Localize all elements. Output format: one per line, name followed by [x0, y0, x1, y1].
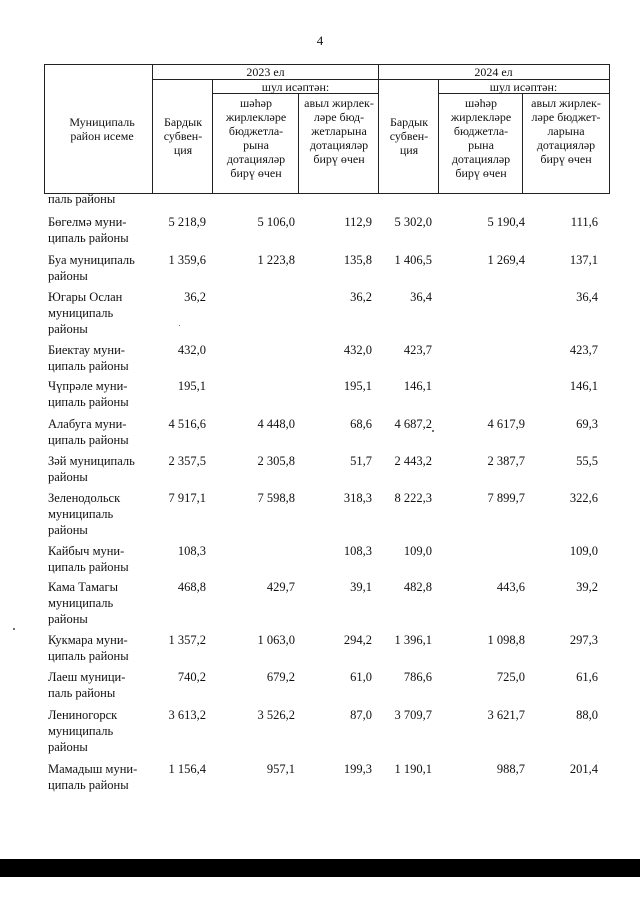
total-2023: 108,3 [177, 544, 206, 558]
rural-2024: 61,6 [576, 670, 598, 684]
header-rural-2024: авыл жирлек-ләре бюджет-ларына дотацияләр бирү өчен [531, 96, 601, 166]
urban-2024: 5 190,4 [487, 215, 525, 229]
urban-2024: 443,6 [496, 580, 525, 594]
rural-2024: 109,0 [569, 544, 598, 558]
rural-2023: 318,3 [343, 491, 372, 505]
rural-2024: 36,4 [576, 290, 598, 304]
total-2024: 109,0 [403, 544, 432, 558]
total-2023: 4 516,6 [168, 417, 206, 431]
municipality-name: Кама Тамагы муниципаль районы [48, 580, 118, 626]
municipality-name: Зәй муниципаль районы [48, 454, 135, 484]
municipality-name: Лениногорск муниципаль районы [48, 708, 118, 754]
header-vline-5 [438, 79, 439, 193]
rural-2023: 294,2 [343, 633, 372, 647]
rural-2024: 322,6 [569, 491, 598, 505]
total-2023: 1 156,4 [168, 762, 206, 776]
scan-speck [432, 430, 434, 432]
rural-2023: 39,1 [350, 580, 372, 594]
header-rural-2023: авыл жирлек-ләре бюд-жетларына дотацияләр бирү өчен [304, 96, 374, 166]
urban-2024: 725,0 [496, 670, 525, 684]
rural-2023: 87,0 [350, 708, 372, 722]
total-2023: 432,0 [177, 343, 206, 357]
rural-2023: 36,2 [350, 290, 372, 304]
municipality-name: Лаеш муници-паль районы [48, 670, 126, 700]
rural-2024: 69,3 [576, 417, 598, 431]
rural-2024: 137,1 [569, 253, 598, 267]
urban-2023: 5 106,0 [257, 215, 295, 229]
total-2023: 195,1 [177, 379, 206, 393]
total-2024: 8 222,3 [394, 491, 432, 505]
header-vline-1 [152, 64, 153, 193]
municipality-name: Бөгелмә муни-ципаль районы [48, 215, 129, 245]
municipality-name: Кукмара муни-ципаль районы [48, 633, 129, 663]
urban-2023: 4 448,0 [257, 417, 295, 431]
municipality-name: Биектау муни-ципаль районы [48, 343, 129, 373]
rural-2024: 423,7 [569, 343, 598, 357]
municipality-name: Зеленодольск муниципаль районы [48, 491, 121, 537]
urban-2024: 4 617,9 [487, 417, 525, 431]
total-2024: 36,4 [410, 290, 432, 304]
total-2023: 2 357,5 [168, 454, 206, 468]
header-urban-2023: шәһәр жирлекләре бюджетла-рына дотацияләр бирү өчен [225, 96, 287, 180]
header-year-2024: 2024 ел [474, 65, 513, 79]
total-2023: 36,2 [184, 290, 206, 304]
urban-2023: 3 526,2 [257, 708, 295, 722]
urban-2023: 679,2 [266, 670, 295, 684]
header-total-2023: Бардык субвен-ция [163, 115, 203, 157]
rural-2024: 201,4 [569, 762, 598, 776]
page-number: 4 [316, 33, 324, 48]
municipality-name: Чүпрәле муни-ципаль районы [48, 379, 129, 409]
total-2023: 7 917,1 [168, 491, 206, 505]
rural-2024: 111,6 [570, 215, 598, 229]
rural-2023: 108,3 [343, 544, 372, 558]
urban-2024: 7 899,7 [487, 491, 525, 505]
total-2024: 2 443,2 [394, 454, 432, 468]
urban-2023: 1 063,0 [257, 633, 295, 647]
total-2023: 3 613,2 [168, 708, 206, 722]
urban-2024: 2 387,7 [487, 454, 525, 468]
total-2024: 423,7 [403, 343, 432, 357]
urban-2024: 1 269,4 [487, 253, 525, 267]
total-2024: 3 709,7 [394, 708, 432, 722]
total-2024: 4 687,2 [394, 417, 432, 431]
rural-2023: 51,7 [350, 454, 372, 468]
header-including-2023: шул исәптән: [261, 80, 330, 94]
total-2024: 5 302,0 [394, 215, 432, 229]
municipality-name: Мамадыш муни-ципаль районы [48, 762, 138, 792]
header-municipality: Муниципаль район исеме [69, 115, 135, 143]
municipality-name: Алабуга муни-ципаль районы [48, 417, 129, 447]
total-2024: 146,1 [403, 379, 432, 393]
urban-2023: 1 223,8 [257, 253, 295, 267]
rural-2023: 68,6 [350, 417, 372, 431]
header-vline-3 [298, 93, 299, 193]
rural-2024: 88,0 [576, 708, 598, 722]
total-2023: 1 359,6 [168, 253, 206, 267]
rural-2023: 61,0 [350, 670, 372, 684]
urban-2024: 1 098,8 [487, 633, 525, 647]
total-2024: 1 190,1 [394, 762, 432, 776]
rural-2024: 146,1 [569, 379, 598, 393]
scan-speck [13, 628, 15, 630]
municipality-name: Югары Ослан муниципаль районы [48, 290, 123, 336]
header-year-2023: 2023 ел [246, 65, 285, 79]
urban-2024: 988,7 [496, 762, 525, 776]
rural-2023: 195,1 [343, 379, 372, 393]
total-2023: 468,8 [177, 580, 206, 594]
total-2024: 1 396,1 [394, 633, 432, 647]
urban-2023: 7 598,8 [257, 491, 295, 505]
rural-2023: 112,9 [344, 215, 372, 229]
total-2023: 740,2 [177, 670, 206, 684]
rural-2023: 432,0 [343, 343, 372, 357]
urban-2023: 2 305,8 [257, 454, 295, 468]
rural-2023: 135,8 [343, 253, 372, 267]
total-2023: 1 357,2 [168, 633, 206, 647]
header-vline-2 [212, 79, 213, 193]
continuation-text: паль районы [48, 192, 116, 206]
rural-2024: 39,2 [576, 580, 598, 594]
urban-2023: 957,1 [266, 762, 295, 776]
urban-2023: 429,7 [266, 580, 295, 594]
rural-2024: 55,5 [576, 454, 598, 468]
header-vline-6 [522, 93, 523, 193]
municipality-name: Кайбыч муни-ципаль районы [48, 544, 129, 574]
rural-2024: 297,3 [569, 633, 598, 647]
header-including-2024: шул исәптән: [489, 80, 558, 94]
rural-2023: 199,3 [343, 762, 372, 776]
total-2024: 1 406,5 [394, 253, 432, 267]
scan-border-bottom [0, 859, 640, 877]
header-total-2024: Бардык субвен-ция [389, 115, 429, 157]
header-vline-4 [378, 64, 379, 193]
header-urban-2024: шәһәр жирлекләре бюджетла-рына дотацияләр бирү өчен [450, 96, 512, 180]
total-2024: 482,8 [403, 580, 432, 594]
scan-speck [179, 325, 180, 326]
urban-2024: 3 621,7 [487, 708, 525, 722]
total-2023: 5 218,9 [168, 215, 206, 229]
municipality-name: Буа муниципаль районы [48, 253, 135, 283]
total-2024: 786,6 [403, 670, 432, 684]
